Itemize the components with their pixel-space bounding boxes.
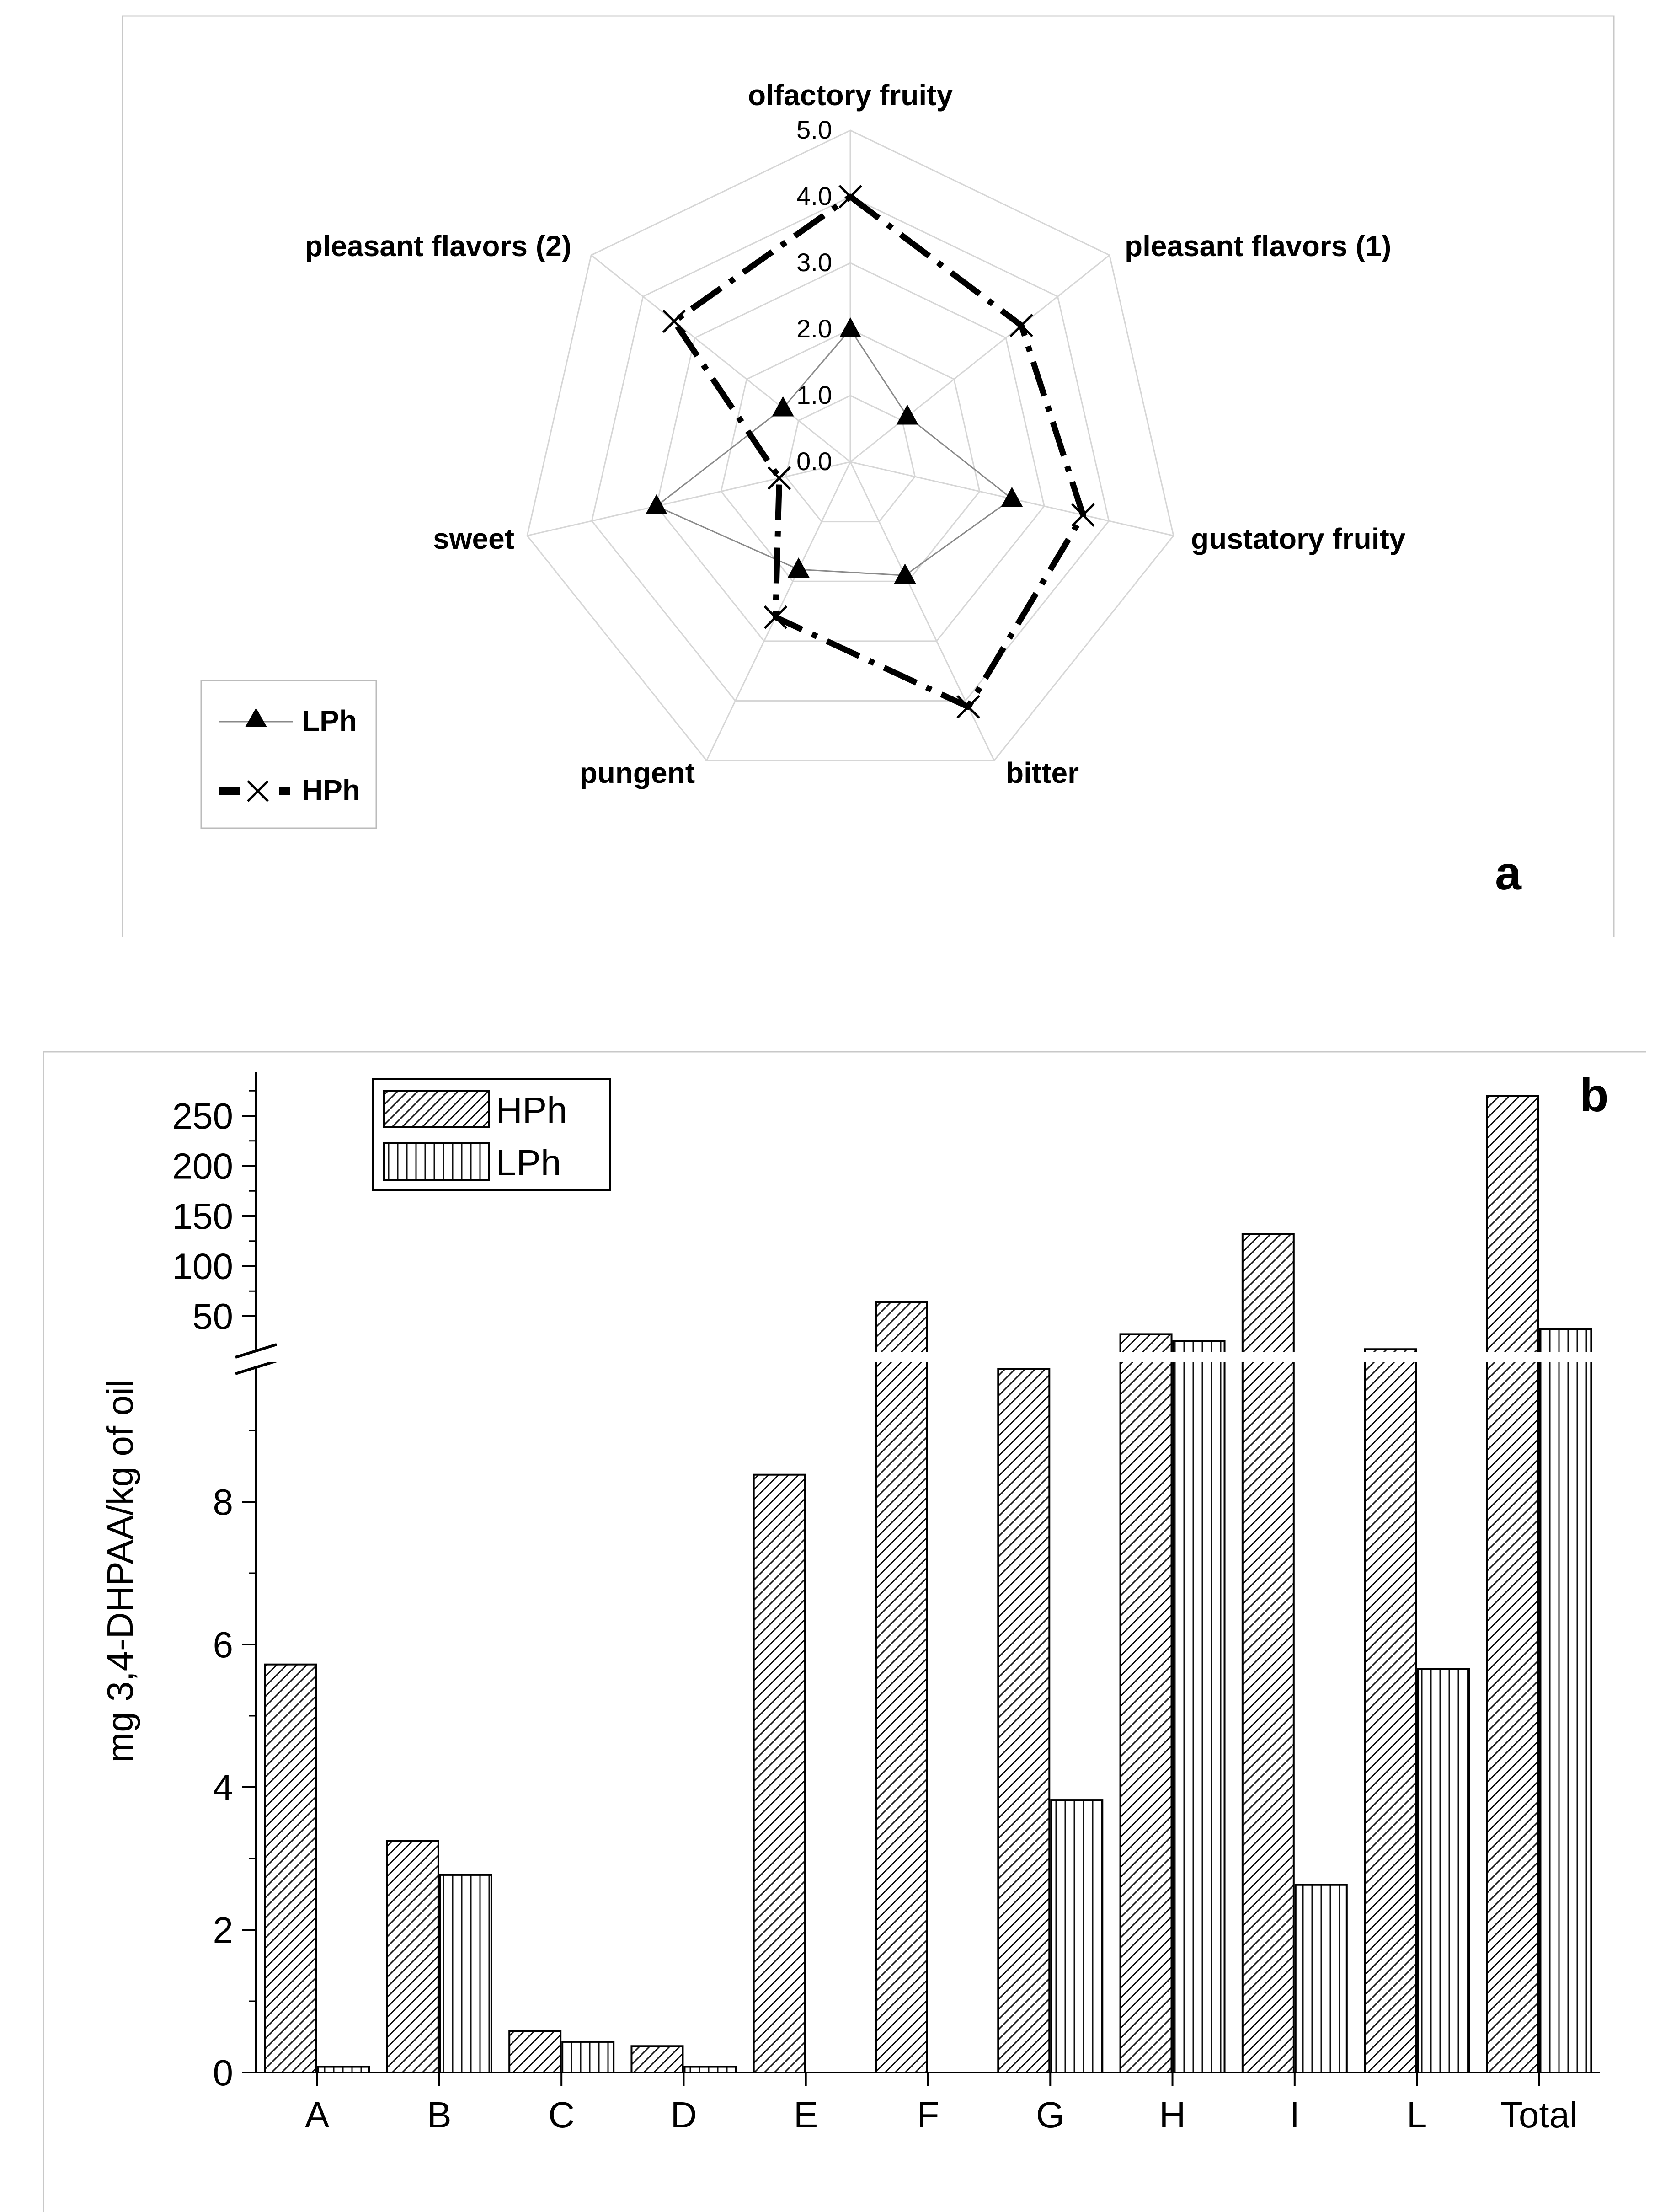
series-lph-line — [657, 329, 1012, 575]
series-hph-point — [957, 696, 979, 718]
bar-hph-d — [631, 2046, 683, 2073]
x-tick-label-a: A — [304, 2094, 330, 2135]
y-tick-label: 50 — [192, 1296, 233, 1337]
x-tick-label-d: D — [670, 2094, 697, 2135]
x-tick-label-g: G — [1036, 2094, 1065, 2135]
series-lph-point — [788, 557, 810, 578]
x-tick-label-c: C — [548, 2094, 575, 2135]
x-tick-label-total: Total — [1500, 2094, 1578, 2135]
radar-axis-label-pleasant-flavors-2: pleasant flavors (2) — [304, 230, 571, 262]
radar-axis-label-olfactory-fruity: olfactory fruity — [747, 79, 953, 112]
y-tick-label: 200 — [172, 1146, 233, 1187]
bar-lph-i — [1296, 1885, 1347, 2073]
y-axis-label: mg 3,4-DHPAA/kg of oil — [100, 1379, 140, 1763]
y-tick-label: 8 — [213, 1482, 233, 1522]
legend-label-hph: HPh — [302, 774, 360, 807]
radar-tick-label: 2.0 — [796, 314, 832, 343]
radar-axis-label-pungent: pungent — [579, 756, 695, 789]
bar-lph-c — [562, 2042, 614, 2073]
radar-spoke-pleasant-flavors-2 — [591, 255, 850, 462]
x-tick-label-i: I — [1289, 2094, 1300, 2135]
radar-tick-label: 4.0 — [796, 182, 832, 210]
bar-hph-g — [998, 1369, 1049, 2073]
y-tick-label: 100 — [172, 1246, 233, 1287]
series-hph-point — [764, 606, 786, 628]
series-lph-point — [897, 405, 918, 425]
legend-text-lph: LPh — [496, 1142, 561, 1183]
radar-spoke-bitter — [850, 462, 994, 761]
y-tick-label: 150 — [172, 1196, 233, 1237]
radar-tick-label: 3.0 — [796, 248, 832, 277]
y-tick-label: 4 — [213, 1767, 233, 1808]
radar-legend — [201, 680, 376, 828]
bar-legend — [373, 1079, 610, 1190]
y-tick-label: 6 — [213, 1624, 233, 1665]
x-tick-label-l: L — [1406, 2094, 1427, 2135]
bar-hph-h — [1121, 1334, 1172, 2073]
bar-lph-g — [1051, 1800, 1102, 2073]
radar-tick-label: 1.0 — [796, 380, 832, 409]
bar-lph-h — [1174, 1341, 1225, 2073]
x-tick-label-e: E — [794, 2094, 818, 2135]
x-tick-label-b: B — [427, 2094, 452, 2135]
panel-a-letter: a — [1495, 847, 1521, 900]
bar-hph-total — [1487, 1096, 1538, 2073]
radar-axis-label-gustatory-fruity: gustatory fruity — [1191, 522, 1406, 555]
bar-lph-a — [318, 2067, 369, 2073]
legend-swatch-lph — [384, 1143, 489, 1180]
bar-lph-b — [440, 1875, 491, 2073]
legend-text-hph: HPh — [496, 1090, 567, 1130]
series-hph-point — [663, 311, 685, 332]
series-lph-point — [894, 563, 916, 584]
panel-b-letter: b — [1580, 1069, 1609, 1122]
bar-hph-b — [387, 1841, 438, 2073]
bar-lph-total — [1540, 1329, 1591, 2073]
axis-break-gap — [260, 1352, 1604, 1362]
bar-lph-d — [684, 2067, 736, 2073]
y-tick-label: 250 — [172, 1096, 233, 1136]
legend-swatch-hph — [384, 1091, 489, 1127]
bar-hph-f — [876, 1302, 927, 2073]
x-tick-label-f: F — [917, 2094, 939, 2135]
y-tick-label: 2 — [213, 1910, 233, 1950]
radar-axis-label-sweet: sweet — [433, 522, 514, 555]
bar-hph-e — [754, 1475, 805, 2073]
radar-chart — [305, 79, 1406, 789]
y-tick-label: 0 — [213, 2052, 233, 2093]
panel-b — [43, 1052, 1646, 2212]
bar-lph-l — [1418, 1669, 1469, 2073]
radar-tick-label: 5.0 — [796, 115, 832, 144]
legend-label-lph: LPh — [302, 704, 357, 737]
x-tick-label-h: H — [1159, 2094, 1186, 2135]
panel-a — [123, 16, 1614, 937]
radar-spoke-pleasant-flavors-1 — [850, 255, 1110, 462]
radar-axis-label-bitter: bitter — [1006, 756, 1079, 789]
bar-hph-l — [1365, 1349, 1416, 2073]
bar-chart — [172, 1072, 1604, 2135]
radar-axis-label-pleasant-flavors-1: pleasant flavors (1) — [1125, 230, 1392, 262]
series-lph-point — [839, 317, 861, 337]
bar-hph-a — [265, 1665, 316, 2073]
bar-hph-c — [509, 2031, 560, 2073]
radar-tick-label: 0.0 — [796, 447, 832, 476]
